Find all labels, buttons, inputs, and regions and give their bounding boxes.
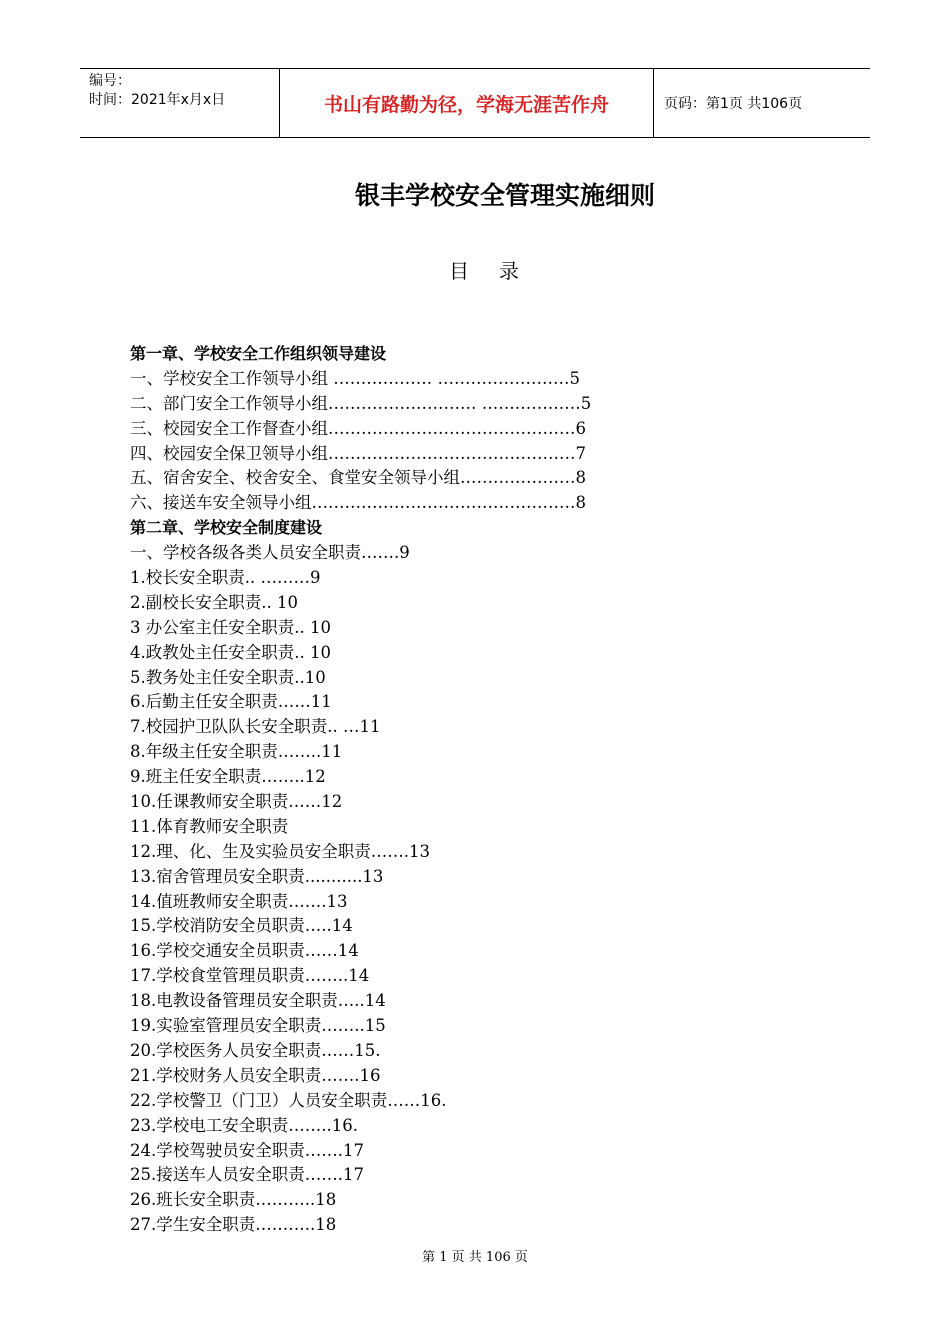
page-footer: 第 1 页 共 106 页 (422, 1250, 528, 1265)
header-info-cell (80, 69, 280, 137)
toc-entry: 11.体育教师安全职责 (130, 816, 289, 836)
toc-entry: 五、宿舍安全、校舍安全、食堂安全领导小组…………………8 (130, 468, 586, 488)
toc-entry: 13.宿舍管理员安全职责...........13 (130, 866, 384, 886)
toc-entry: 17.学校食堂管理员职责……..14 (130, 966, 370, 986)
toc-entry: 12.理、化、生及实验员安全职责…….13 (130, 841, 430, 861)
toc-entry: 2.副校长安全职责.. 10 (130, 592, 298, 612)
toc-entry: 19.实验室管理员安全职责……..15 (130, 1016, 386, 1036)
header-page-info: 页码：第1页 共106页 (664, 96, 803, 112)
toc-entry: 23.学校电工安全职责……..16. (130, 1115, 358, 1135)
toc-entry: 1.校长安全职责.. ………9 (130, 568, 321, 588)
toc-entry: 6.后勤主任安全职责……11 (130, 692, 332, 712)
toc-chapter-heading: 第二章、学校安全制度建设 (130, 518, 323, 538)
toc-heading: 目录 (449, 259, 549, 283)
toc-entry: 18.电教设备管理员安全职责…..14 (130, 991, 386, 1011)
toc-entry: 24.学校驾驶员安全职责…….17 (130, 1140, 364, 1160)
toc-entry: 5.教务处主任安全职责..10 (130, 667, 326, 687)
header-motto: 书山有路勤为径，学海无涯苦作舟 (280, 69, 654, 137)
toc-entry: 15.学校消防安全员职责…..14 (130, 916, 353, 936)
toc-chapter-heading: 第一章、学校安全工作组织领导建设 (130, 344, 387, 363)
table-of-contents (130, 342, 770, 1238)
toc-entry: 一、学校各级各类人员安全职责…….9 (130, 543, 410, 563)
toc-entry: 8.年级主任安全职责……..11 (130, 742, 343, 762)
toc-entry: 14.值班教师安全职责…….13 (130, 891, 348, 911)
toc-entry: 21.学校财务人员安全职责…….16 (130, 1065, 381, 1085)
toc-entry: 9.班主任安全职责……..12 (130, 767, 326, 787)
toc-entry: 三、校园安全工作督查小组………………………………………6 (130, 418, 586, 438)
document-date: 时间：2021年x月x日 (89, 92, 226, 108)
toc-entry: 四、校园安全保卫领导小组………………………………………7 (130, 443, 586, 463)
document-title: 银丰学校安全管理实施细则 (354, 181, 655, 210)
toc-entry: 二、部门安全工作领导小组……………………… ………………5 (130, 393, 592, 413)
toc-entry: 六、接送车安全领导小组…………………………………………8 (130, 493, 586, 513)
toc-entry: 4.政教处主任安全职责.. 10 (130, 642, 331, 662)
document-number-label: 编号： (89, 73, 131, 89)
toc-entry: 10.任课教师安全职责……12 (130, 792, 343, 812)
toc-entry: 一、学校安全工作领导小组 ……………… ……………………5 (130, 368, 580, 388)
toc-entry: 22.学校警卫（门卫）人员安全职责……16. (130, 1090, 447, 1110)
toc-entry: 20.学校医务人员安全职责……15. (130, 1040, 381, 1060)
toc-entry: 7.校园护卫队队长安全职责.. …11 (130, 717, 381, 737)
page-header (80, 68, 870, 138)
toc-entry: 3 办公室主任安全职责.. 10 (130, 617, 331, 637)
toc-entry: 25.接送车人员安全职责…….17 (130, 1165, 364, 1185)
toc-entry: 27.学生安全职责………..18 (130, 1215, 337, 1235)
toc-entry: 26.班长安全职责………..18 (130, 1190, 337, 1210)
toc-entry: 16.学校交通安全员职责……14 (130, 941, 359, 961)
